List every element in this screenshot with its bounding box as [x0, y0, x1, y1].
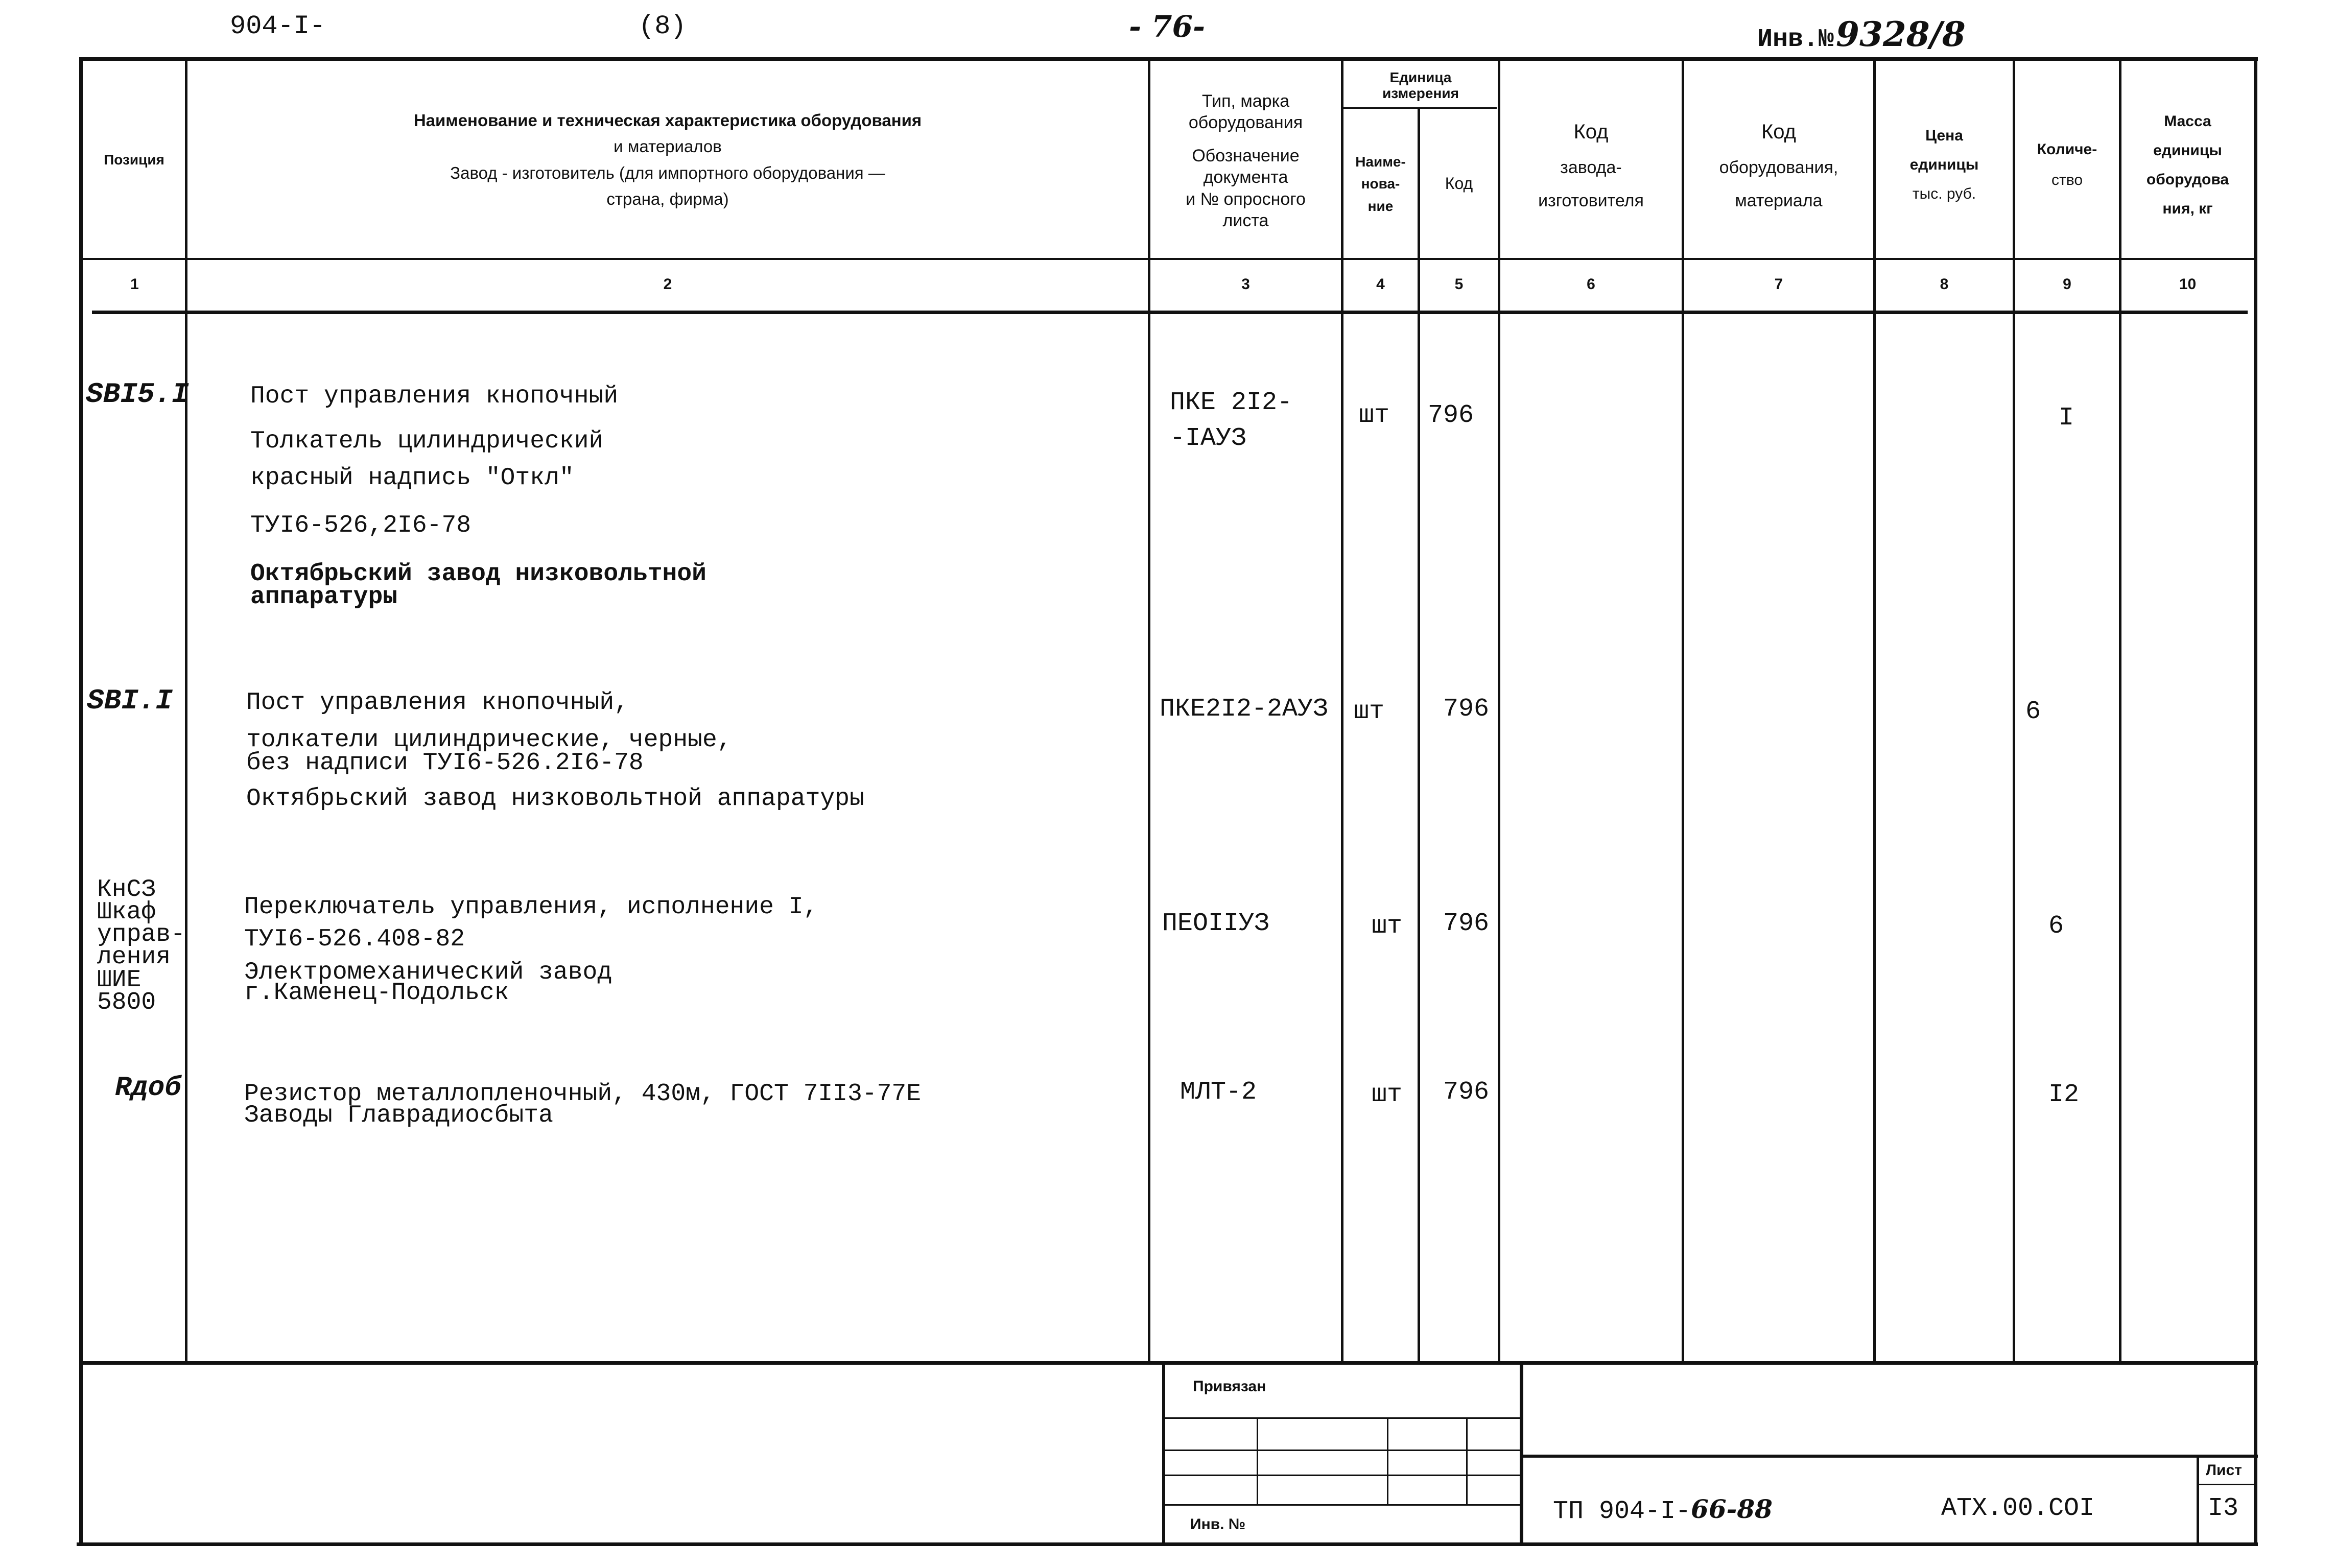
row-position: SBI5.I — [86, 378, 189, 411]
row-desc-line: Пост управления кнопочный — [250, 383, 619, 410]
row-type-line: -IАУЗ — [1170, 424, 1247, 453]
part-number: (8) — [639, 11, 687, 41]
header-price: Цена единицы тыс. руб. — [1909, 127, 1979, 202]
stamp-sheet-number: I3 — [2208, 1494, 2239, 1523]
row-quantity: 6 — [2025, 697, 2041, 726]
stamp-sheet-label: Лист — [2206, 1462, 2242, 1479]
col-number-10: 10 — [2179, 276, 2197, 293]
series-number: 904-I- — [230, 11, 326, 41]
stamp-doc-mark: АТХ.00.СОI — [1941, 1494, 2095, 1523]
header-position: Позиция — [104, 151, 164, 168]
row-desc-line: ТУI6-526.408-82 — [244, 925, 465, 953]
row-type-line: МЛТ-2 — [1180, 1078, 1257, 1107]
row-position: SBI.I — [87, 684, 173, 717]
header-name: Наименование и техническая характеристика оборудования и материалов Завод - изготовитель (для импортного оборудования — страна, фирма) — [413, 111, 922, 208]
row-desc-line: Электромеханический завод — [244, 959, 612, 986]
inventory-label: Инв.№ — [1757, 25, 1834, 54]
col-number-8: 8 — [1940, 276, 1949, 293]
row-type-line: ПКЕ2I2-2АУЗ — [1160, 695, 1329, 724]
row-quantity: 6 — [2048, 912, 2064, 941]
row-unit-name: шт — [1359, 401, 1390, 430]
row-quantity: I — [2059, 403, 2074, 433]
stamp-doc-code: ТП 904-I-66-88 — [1553, 1494, 1773, 1526]
header-unit-group: Единица измерения — [1382, 69, 1459, 101]
header-unit-code: Код — [1445, 174, 1473, 193]
row-unit-name: шт — [1372, 1080, 1403, 1109]
header-plant-code: Код завода- изготовителя — [1538, 120, 1644, 210]
row-desc-line: ТУI6-526,2I6-78 — [250, 512, 471, 539]
row-unit-code: 796 — [1443, 1078, 1490, 1107]
inventory-number — [1757, 14, 1966, 54]
row-desc-line: аппаратуры — [250, 583, 398, 611]
col-number-9: 9 — [2063, 276, 2071, 293]
row-position: Rдоб — [115, 1073, 181, 1104]
row-type-line: ПЕОIIУЗ — [1162, 909, 1270, 938]
row-type-line: ПКЕ 2I2- — [1170, 388, 1293, 417]
header-equipment-code: Код оборудования, материала — [1719, 120, 1838, 210]
header-quantity: Количе- ство — [2037, 140, 2097, 188]
row-unit-code: 796 — [1443, 909, 1490, 938]
stamp-inv-no: Инв. № — [1190, 1516, 1246, 1533]
row-desc-line: Резистор металлопленочный, 430м, ГОСТ 7II3-77Е — [244, 1080, 922, 1108]
inventory-value: 9328/8 — [1836, 14, 1966, 54]
row-desc-line: без надписи ТУI6-526.2I6-78 — [246, 749, 644, 777]
row-unit-code: 796 — [1428, 401, 1474, 430]
col-number-7: 7 — [1774, 276, 1783, 293]
row-position: КнСЗ Шкаф управ- ления ШИЕ 5800 — [97, 876, 185, 1016]
col-number-1: 1 — [130, 276, 139, 293]
row-desc-line: Переключатель управления, исполнение I, — [244, 893, 818, 921]
stamp-privyazan: Привязан — [1193, 1378, 1266, 1395]
header-mass: Масса единицы оборудова ния, кг — [2146, 112, 2229, 217]
row-unit-code: 796 — [1443, 695, 1490, 724]
row-quantity: I2 — [2048, 1080, 2080, 1109]
row-desc-line: Заводы Главрадиосбыта — [244, 1102, 553, 1129]
row-desc-line: красный надпись "Откл" — [250, 464, 574, 492]
row-unit-name: шт — [1372, 912, 1403, 941]
col-number-4: 4 — [1376, 276, 1385, 293]
page-number: - 76- — [1129, 9, 1206, 44]
col-number-3: 3 — [1241, 276, 1250, 293]
row-unit-name: шт — [1354, 697, 1385, 726]
header-unit-name: Наиме- нова- ние — [1355, 153, 1406, 214]
row-desc-line: Толкатель цилиндрический — [250, 427, 604, 455]
row-desc-line: Пост управления кнопочный, — [246, 689, 629, 717]
row-desc-line: толкатели цилиндрические, черные, — [246, 726, 732, 754]
header-type: Тип, марка оборудования Обозначение документа и № опросного листа — [1186, 91, 1306, 230]
col-number-5: 5 — [1454, 276, 1464, 293]
row-desc-line: Октябрьский завод низковольтной — [250, 560, 706, 588]
col-number-6: 6 — [1587, 276, 1595, 293]
row-desc-line: г.Каменец-Подольск — [244, 979, 509, 1007]
row-desc-line: Октябрьский завод низковольтной аппаратуры — [246, 785, 864, 813]
col-number-2: 2 — [663, 276, 672, 293]
